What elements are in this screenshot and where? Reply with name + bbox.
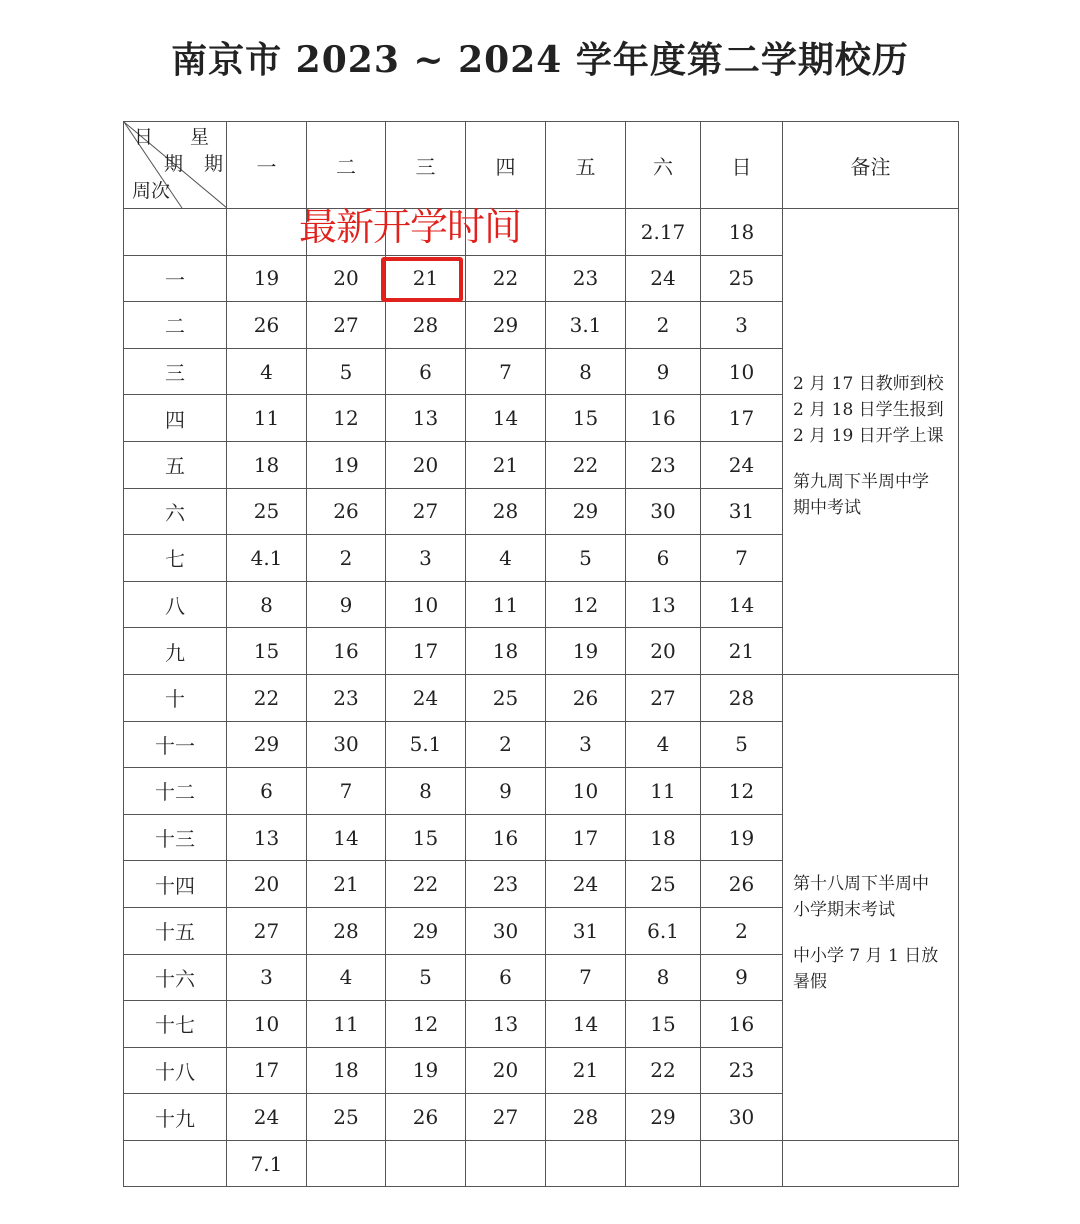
day-cell: 8	[227, 581, 307, 628]
day-cell: 11	[466, 581, 546, 628]
day-cell: 20	[386, 441, 466, 488]
day-cell: 28	[701, 674, 783, 721]
day-cell: 21	[701, 628, 783, 675]
week-row	[124, 209, 959, 256]
day-cell: 9	[626, 348, 701, 395]
calendar-body	[124, 122, 959, 1187]
day-cell: 24	[546, 861, 626, 908]
week-number-cell: 十三	[124, 814, 227, 861]
day-cell: 27	[466, 1094, 546, 1141]
day-cell: 24	[227, 1094, 307, 1141]
weekday-header: 四	[466, 122, 546, 209]
day-cell: 3.1	[546, 302, 626, 349]
week-number-cell	[124, 209, 227, 256]
week-number-cell: 六	[124, 488, 227, 535]
corner-qi-1: 期	[164, 153, 184, 175]
remark-line: 暑假	[793, 971, 827, 992]
day-cell: 10	[546, 768, 626, 815]
weekday-header: 五	[546, 122, 626, 209]
week-number-cell: 三	[124, 348, 227, 395]
day-cell: 23	[466, 861, 546, 908]
day-cell: 7	[701, 535, 783, 582]
day-cell: 2	[701, 907, 783, 954]
day-cell: 18	[466, 628, 546, 675]
day-cell: 31	[546, 907, 626, 954]
week-row	[124, 674, 959, 721]
day-cell: 30	[701, 1094, 783, 1141]
new-start-date-annotation: 最新开学时间	[299, 205, 522, 249]
day-cell: 5.1	[386, 721, 466, 768]
day-cell: 19	[307, 441, 386, 488]
day-cell: 17	[386, 628, 466, 675]
weekday-header: 日	[701, 122, 783, 209]
day-cell: 20	[307, 255, 386, 302]
remark-line: 第十八周下半周中	[793, 873, 929, 894]
start-date-highlight-box	[381, 257, 463, 302]
week-number-cell: 十八	[124, 1047, 227, 1094]
day-cell: 28	[386, 302, 466, 349]
day-cell: 11	[307, 1001, 386, 1048]
day-cell: 3	[701, 302, 783, 349]
day-cell: 13	[626, 581, 701, 628]
day-cell: 12	[307, 395, 386, 442]
weekday-header: 一	[227, 122, 307, 209]
day-cell: 29	[546, 488, 626, 535]
remark-line: 2 月 19 日开学上课	[793, 426, 944, 446]
day-cell: 15	[227, 628, 307, 675]
week-number-cell: 八	[124, 581, 227, 628]
day-cell: 29	[466, 302, 546, 349]
day-cell: 20	[626, 628, 701, 675]
day-cell: 30	[466, 907, 546, 954]
day-cell: 6	[466, 954, 546, 1001]
day-cell: 8	[546, 348, 626, 395]
weekday-header: 二	[307, 122, 386, 209]
day-cell: 25	[466, 674, 546, 721]
corner-cell	[124, 122, 227, 209]
day-cell: 3	[386, 535, 466, 582]
day-cell: 29	[626, 1094, 701, 1141]
day-cell: 16	[466, 814, 546, 861]
day-cell	[546, 1140, 626, 1187]
empty-remarks-cell	[783, 1140, 959, 1187]
day-cell: 23	[307, 674, 386, 721]
week-number-cell: 十九	[124, 1094, 227, 1141]
day-cell	[386, 1140, 466, 1187]
day-cell: 22	[626, 1047, 701, 1094]
day-cell: 27	[307, 302, 386, 349]
day-cell: 15	[546, 395, 626, 442]
day-cell: 21	[546, 1047, 626, 1094]
day-cell: 16	[701, 1001, 783, 1048]
day-cell: 4.1	[227, 535, 307, 582]
day-cell: 28	[546, 1094, 626, 1141]
day-cell: 2	[466, 721, 546, 768]
day-cell: 5	[701, 721, 783, 768]
week-number-cell: 二	[124, 302, 227, 349]
day-cell: 8	[626, 954, 701, 1001]
day-cell: 23	[546, 255, 626, 302]
day-cell: 5	[386, 954, 466, 1001]
day-cell: 7	[546, 954, 626, 1001]
day-cell: 19	[701, 814, 783, 861]
week-number-cell: 十六	[124, 954, 227, 1001]
remark-line: 中小学 7 月 1 日放	[793, 945, 939, 966]
weekday-header: 三	[386, 122, 466, 209]
day-cell: 21	[307, 861, 386, 908]
remark-line: 小学期末考试	[793, 899, 895, 920]
day-cell: 7.1	[227, 1140, 307, 1187]
day-cell: 28	[307, 907, 386, 954]
day-cell: 4	[466, 535, 546, 582]
remarks-cell-first	[783, 209, 959, 675]
day-cell: 22	[546, 441, 626, 488]
day-cell: 5	[307, 348, 386, 395]
weekday-header: 六	[626, 122, 701, 209]
day-cell: 10	[227, 1001, 307, 1048]
day-cell: 26	[701, 861, 783, 908]
day-cell: 13	[466, 1001, 546, 1048]
day-cell: 2.17	[626, 209, 701, 256]
corner-xing: 星	[190, 126, 210, 148]
day-cell	[626, 1140, 701, 1187]
day-cell: 16	[307, 628, 386, 675]
day-cell: 18	[227, 441, 307, 488]
day-cell: 14	[307, 814, 386, 861]
day-cell: 6.1	[626, 907, 701, 954]
day-cell: 17	[227, 1047, 307, 1094]
day-cell: 8	[386, 768, 466, 815]
school-calendar-table	[123, 121, 959, 1187]
day-cell: 21	[466, 441, 546, 488]
day-cell: 25	[701, 255, 783, 302]
day-cell: 25	[227, 488, 307, 535]
day-cell: 15	[626, 1001, 701, 1048]
day-cell	[307, 1140, 386, 1187]
remarks-header: 备注	[783, 122, 959, 209]
day-cell	[227, 209, 307, 256]
page-title: 南京市 2023 ~ 2024 学年度第二学期校历	[171, 39, 909, 81]
day-cell: 25	[626, 861, 701, 908]
day-cell: 2	[307, 535, 386, 582]
day-cell: 28	[466, 488, 546, 535]
day-cell: 24	[386, 674, 466, 721]
day-cell: 9	[466, 768, 546, 815]
day-cell: 29	[227, 721, 307, 768]
remark-line: 2 月 17 日教师到校	[793, 374, 944, 394]
day-cell: 15	[386, 814, 466, 861]
day-cell: 14	[466, 395, 546, 442]
day-cell: 4	[227, 348, 307, 395]
day-cell: 24	[701, 441, 783, 488]
day-cell: 5	[546, 535, 626, 582]
day-cell: 24	[626, 255, 701, 302]
day-cell: 22	[466, 255, 546, 302]
remark-line: 期中考试	[793, 498, 861, 518]
week-number-cell: 七	[124, 535, 227, 582]
week-number-cell: 十一	[124, 721, 227, 768]
day-cell: 20	[227, 861, 307, 908]
corner-ri: 日	[134, 126, 154, 148]
remark-line: 第九周下半周中学	[793, 472, 929, 492]
day-cell: 3	[227, 954, 307, 1001]
week-row	[124, 1140, 959, 1187]
day-cell: 14	[546, 1001, 626, 1048]
day-cell: 12	[386, 1001, 466, 1048]
corner-qi-2: 期	[204, 153, 224, 175]
day-cell: 30	[626, 488, 701, 535]
day-cell: 18	[701, 209, 783, 256]
day-cell: 29	[386, 907, 466, 954]
week-number-cell: 五	[124, 441, 227, 488]
day-cell: 17	[701, 395, 783, 442]
day-cell: 23	[626, 441, 701, 488]
week-number-cell: 九	[124, 628, 227, 675]
day-cell: 6	[386, 348, 466, 395]
day-cell: 21	[386, 255, 466, 302]
day-cell: 18	[626, 814, 701, 861]
day-cell: 22	[386, 861, 466, 908]
day-cell: 27	[626, 674, 701, 721]
corner-zhouci: 周次	[132, 180, 171, 202]
day-cell: 4	[626, 721, 701, 768]
week-number-cell: 十四	[124, 861, 227, 908]
week-number-cell	[124, 1140, 227, 1187]
day-cell: 19	[227, 255, 307, 302]
day-cell: 9	[307, 581, 386, 628]
day-cell: 11	[227, 395, 307, 442]
week-number-cell: 十二	[124, 768, 227, 815]
week-number-cell: 十七	[124, 1001, 227, 1048]
week-number-cell: 十五	[124, 907, 227, 954]
day-cell: 9	[701, 954, 783, 1001]
day-cell: 26	[307, 488, 386, 535]
day-cell	[701, 1140, 783, 1187]
remark-line: 2 月 18 日学生报到	[793, 400, 944, 420]
day-cell: 20	[466, 1047, 546, 1094]
day-cell: 27	[386, 488, 466, 535]
week-number-cell: 四	[124, 395, 227, 442]
day-cell: 26	[546, 674, 626, 721]
day-cell: 19	[386, 1047, 466, 1094]
day-cell	[546, 209, 626, 256]
day-cell: 6	[626, 535, 701, 582]
day-cell: 6	[227, 768, 307, 815]
day-cell: 23	[701, 1047, 783, 1094]
day-cell: 12	[701, 768, 783, 815]
day-cell: 16	[626, 395, 701, 442]
day-cell: 25	[307, 1094, 386, 1141]
day-cell: 4	[307, 954, 386, 1001]
remarks-cell-second	[783, 674, 959, 1140]
day-cell	[466, 1140, 546, 1187]
day-cell: 30	[307, 721, 386, 768]
day-cell: 22	[227, 674, 307, 721]
day-cell: 10	[386, 581, 466, 628]
day-cell: 19	[546, 628, 626, 675]
day-cell: 11	[626, 768, 701, 815]
day-cell: 31	[701, 488, 783, 535]
day-cell: 26	[227, 302, 307, 349]
day-cell: 3	[546, 721, 626, 768]
day-cell: 12	[546, 581, 626, 628]
week-number-cell: 一	[124, 255, 227, 302]
day-cell: 13	[227, 814, 307, 861]
day-cell: 17	[546, 814, 626, 861]
day-cell: 10	[701, 348, 783, 395]
day-cell: 14	[701, 581, 783, 628]
day-cell: 13	[386, 395, 466, 442]
header-row	[124, 122, 959, 209]
day-cell: 26	[386, 1094, 466, 1141]
day-cell: 27	[227, 907, 307, 954]
week-number-cell: 十	[124, 674, 227, 721]
day-cell: 7	[307, 768, 386, 815]
day-cell: 7	[466, 348, 546, 395]
day-cell: 18	[307, 1047, 386, 1094]
day-cell: 2	[626, 302, 701, 349]
